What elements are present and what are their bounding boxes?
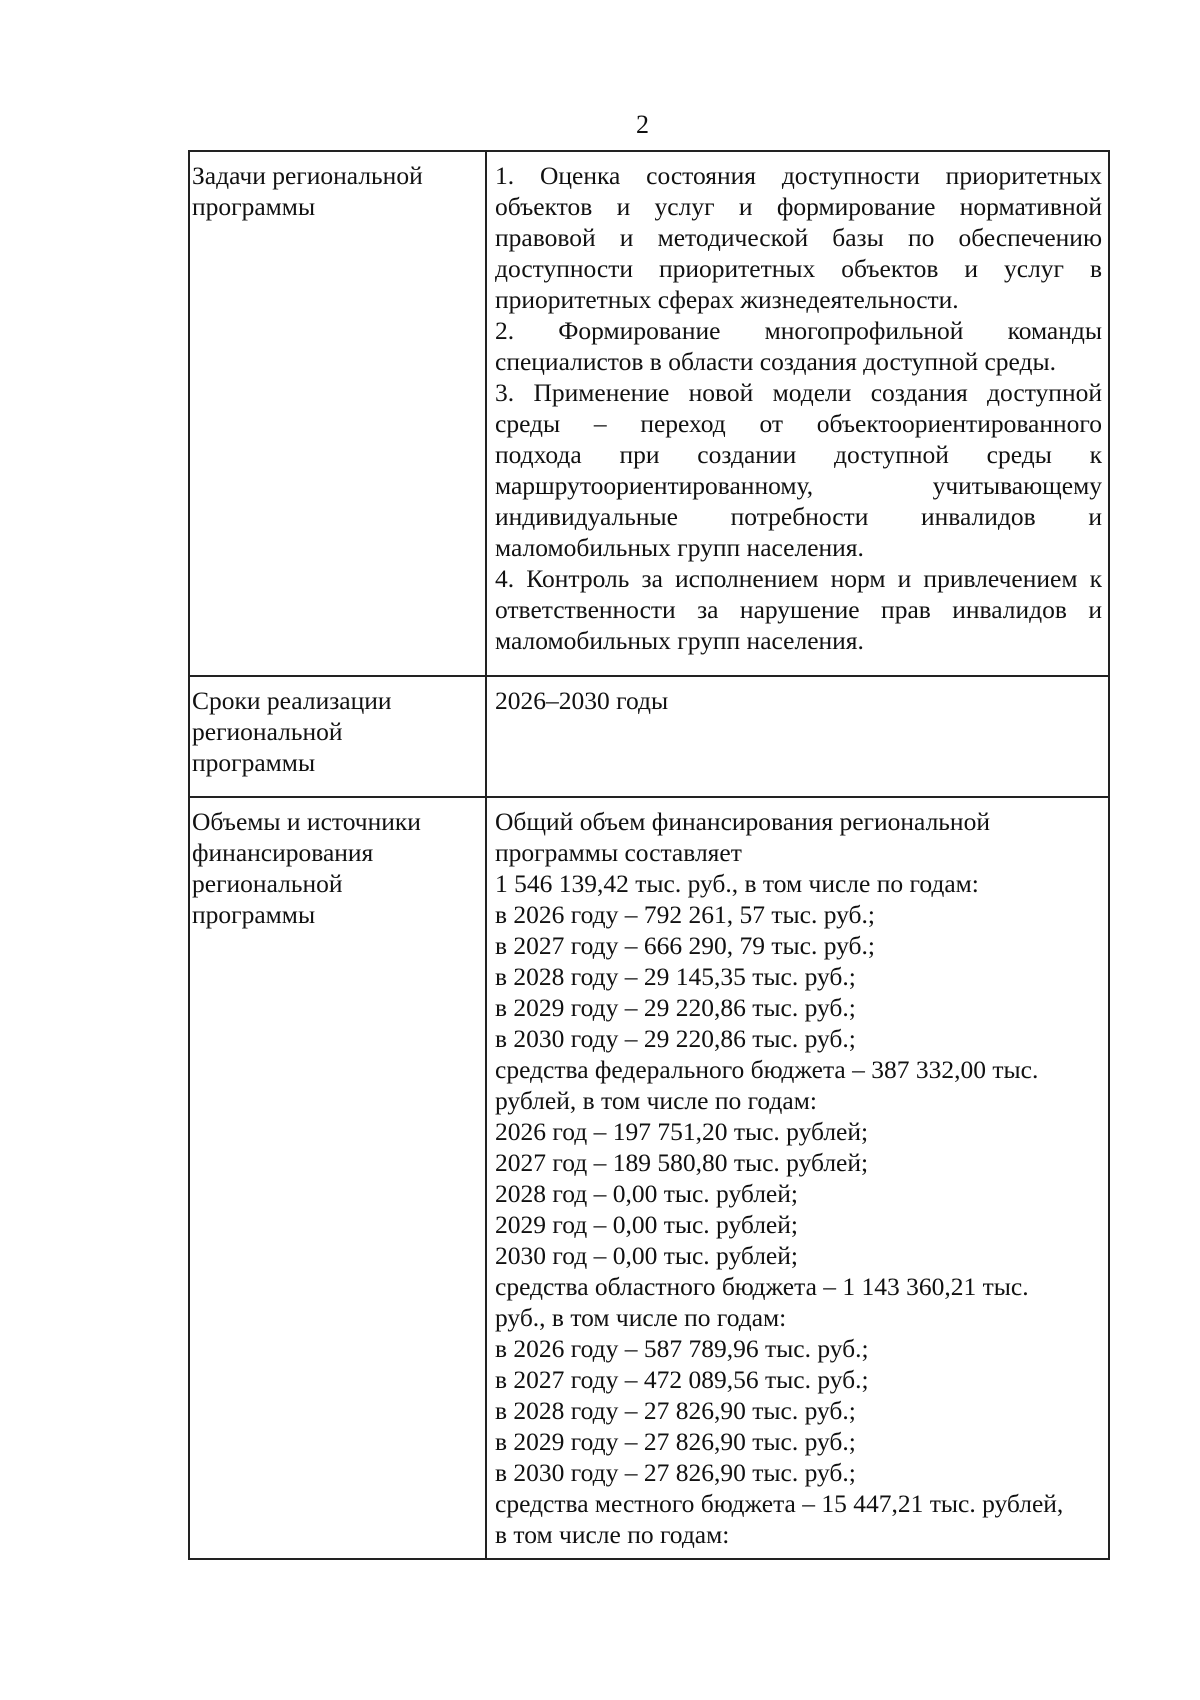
financing-line: рублей, в том числе по годам: bbox=[495, 1086, 817, 1115]
financing-value-cell bbox=[486, 797, 1109, 1559]
task-4-line: маломобильных групп населения. bbox=[495, 626, 864, 655]
terms-label: Сроки реализации региональной программы bbox=[192, 686, 392, 777]
task-1-line: приоритетных сферах жизнедеятельности. bbox=[495, 285, 959, 314]
financing-label: Объемы и источники финансирования региональной программы bbox=[192, 807, 421, 929]
financing-line: в том числе по годам: bbox=[495, 1520, 730, 1549]
task-item-2 bbox=[495, 315, 1102, 377]
financing-line: в 2027 году – 666 290, 79 тыс. руб.; bbox=[495, 931, 875, 960]
financing-line: 2030 год – 0,00 тыс. рублей; bbox=[495, 1241, 798, 1270]
table-row-tasks bbox=[189, 151, 1109, 676]
task-3-line: индивидуальные потребности инвалидов и bbox=[495, 502, 1102, 531]
financing-line: в 2029 году – 29 220,86 тыс. руб.; bbox=[495, 993, 856, 1022]
task-item-4 bbox=[495, 563, 1102, 656]
page-number: 2 bbox=[636, 110, 649, 139]
task-item-1 bbox=[495, 160, 1102, 315]
terms-label-cell bbox=[189, 676, 486, 797]
financing-line: 2029 год – 0,00 тыс. рублей; bbox=[495, 1210, 798, 1239]
tasks-value-cell bbox=[486, 151, 1109, 676]
task-1-line: объектов и услуг и формирование нормативной bbox=[495, 192, 1102, 221]
financing-line: 1 546 139,42 тыс. руб., в том числе по годам: bbox=[495, 869, 979, 898]
task-4-line: 4. Контроль за исполнением норм и привлечением к bbox=[495, 564, 1102, 593]
financing-label-cell bbox=[189, 797, 486, 1559]
task-2-line: специалистов в области создания доступной среды. bbox=[495, 347, 1057, 376]
table-row-financing bbox=[189, 797, 1109, 1559]
financing-line: в 2030 году – 27 826,90 тыс. руб.; bbox=[495, 1458, 856, 1487]
financing-line: в 2026 году – 792 261, 57 тыс. руб.; bbox=[495, 900, 875, 929]
task-1-line: доступности приоритетных объектов и услуг в bbox=[495, 254, 1102, 283]
tasks-label-cell bbox=[189, 151, 486, 676]
financing-line: Общий объем финансирования региональной bbox=[495, 807, 990, 836]
task-2-line: 2. Формирование многопрофильной команды bbox=[495, 316, 1102, 345]
financing-line: программы составляет bbox=[495, 838, 742, 867]
task-4-line: ответственности за нарушение прав инвалидов и bbox=[495, 595, 1102, 624]
task-3-line: маршрутоориентированному, учитывающему bbox=[495, 471, 1102, 500]
financing-line: 2028 год – 0,00 тыс. рублей; bbox=[495, 1179, 798, 1208]
task-3-line: маломобильных групп населения. bbox=[495, 533, 864, 562]
financing-line: в 2029 году – 27 826,90 тыс. руб.; bbox=[495, 1427, 856, 1456]
financing-line: 2026 год – 197 751,20 тыс. рублей; bbox=[495, 1117, 869, 1146]
financing-line: 2027 год – 189 580,80 тыс. рублей; bbox=[495, 1148, 869, 1177]
terms-value: 2026–2030 годы bbox=[495, 686, 669, 715]
financing-line: руб., в том числе по годам: bbox=[495, 1303, 787, 1332]
financing-line: средства местного бюджета – 15 447,21 тыс. рублей, bbox=[495, 1489, 1064, 1518]
financing-line: в 2027 году – 472 089,56 тыс. руб.; bbox=[495, 1365, 869, 1394]
financing-line: в 2028 году – 29 145,35 тыс. руб.; bbox=[495, 962, 856, 991]
table-row-terms bbox=[189, 676, 1109, 797]
financing-line: в 2028 году – 27 826,90 тыс. руб.; bbox=[495, 1396, 856, 1425]
financing-line: средства областного бюджета – 1 143 360,21 тыс. bbox=[495, 1272, 1029, 1301]
task-1-line: 1. Оценка состояния доступности приоритетных bbox=[495, 161, 1102, 190]
task-3-line: 3. Применение новой модели создания доступной bbox=[495, 378, 1102, 407]
financing-line: в 2030 году – 29 220,86 тыс. руб.; bbox=[495, 1024, 856, 1053]
task-3-line: среды – переход от объектоориентированного bbox=[495, 409, 1102, 438]
tasks-label: Задачи региональной программы bbox=[192, 161, 423, 221]
financing-line: средства федерального бюджета – 387 332,00 тыс. bbox=[495, 1055, 1039, 1084]
terms-value-cell bbox=[486, 676, 1109, 797]
task-3-line: подхода при создании доступной среды к bbox=[495, 440, 1102, 469]
financing-line: в 2026 году – 587 789,96 тыс. руб.; bbox=[495, 1334, 869, 1363]
financing-lines bbox=[495, 806, 1102, 1550]
task-1-line: правовой и методической базы по обеспечению bbox=[495, 223, 1102, 252]
task-item-3 bbox=[495, 377, 1102, 563]
program-passport-table bbox=[188, 150, 1110, 1560]
